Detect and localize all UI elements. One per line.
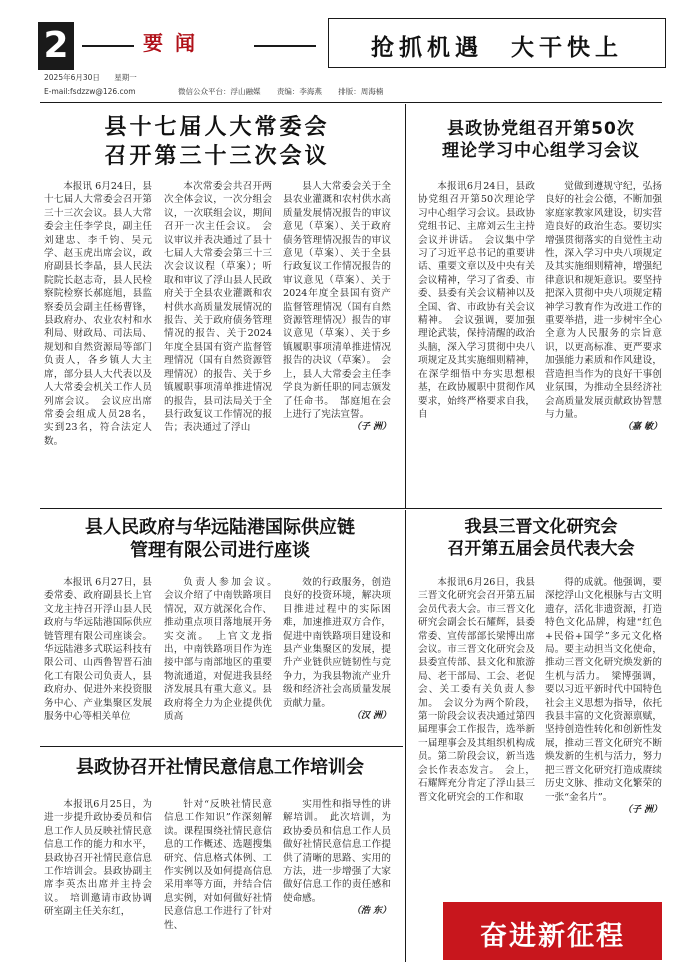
article-1-title-line2: 召开第三十三次会议 xyxy=(104,143,330,169)
banner-text: 奋进新征程 xyxy=(480,921,625,952)
article-5-col3: 实用性和指导性的讲解培训。 此次培训，为政协委员和信息工作人员做好社情民意信息工作提供了清晰的思路、实用的方法，进一步增强了大家做好信息工作的责任感和使命感。 （浩 东） xyxy=(283,798,391,960)
column-divider-bottom xyxy=(405,510,406,962)
article-3-headline xyxy=(44,516,396,563)
article-5-col2: 针对“反映社情民意信息工作知识”作深刻解读。课程围绕社情民意信息的工作概述、选题搜集研究、信息格式体例、工作实例以及如何提高信息采用率等方面，并结合信息实例，对如何做好社情民意信息工作进行了针对性、 xyxy=(164,799,272,931)
article-2-headline xyxy=(418,118,664,162)
article-3-title-line1: 县人民政府与华远陆港国际供应链 xyxy=(85,517,355,538)
issue-date xyxy=(44,72,149,83)
section-rule-left xyxy=(82,45,134,47)
article-3-col2: 负责人参加会议。 会议介绍了中南铁路项目情况，双方就深化合作、推动重点项目落地展开务实交流。 上官文龙指出，中南铁路项目作为连接中部与南部地区的重要物流通道，对促进我县经济发展具有重大意义。县政府将全力为企业提供优质高 xyxy=(164,577,282,723)
article-4-title-line1: 我县三晋文化研究会 xyxy=(464,517,618,537)
issue-info xyxy=(44,86,397,97)
page-number: 2 xyxy=(38,22,74,70)
email: E-mail:fsdzzw@126.com xyxy=(44,87,136,96)
promo-banner xyxy=(443,902,662,960)
article-4-col2: 得的成就。他强调，要深挖浮山文化根脉与古文明遗存，活化非遗资源，打造特色文化品牌，构建“红色+民俗+国学”多元文化格局。要主动担当文化使命，推动三晋文化研究焕发新的生机与活力。 梁博强调，要以习近平新时代中国特色社会主义思想为指导，依托我县丰富的文化资源禀赋，坚持创造性转化和创新性发展，推动三晋文化研究不断焕发新的生机与活力，努力把三晋文化研究打造成赓续历史文脉、推动文化繁荣的一张“金名片”。 （子 洲） xyxy=(545,576,662,894)
article-1-col3: 县人大常委会关于全县农业灌溉和农村供水高质量发展情况报告的审议意见（草案）、关于政府债务管理情况报告的审议意见（草案）、关于全县行政复议工作情况报告的审议意见（草案）、关于2024年度全县国有资产监督管理情况（国有自然资源管理情况）报告的审议意见（草案）、关于乡镇履职事项清单推进情况报告的决议（草案）。 会上，县人大常委会主任李学良为新任职的同志颁发了任命书。 郜庭旭在会上进行了宪法宣誓。 （子 洲） xyxy=(283,180,391,502)
header-rule xyxy=(40,102,662,103)
column-divider-top xyxy=(405,104,406,509)
article-2-title-line1: 县政协党组召开第50次 xyxy=(447,119,635,139)
article-4-headline xyxy=(418,516,664,560)
article-4-col1: 本报讯6月26日，我县三晋文化研究会召开第五届会员代表大会。市三晋文化研究会副会长石耀辉，县委常委、宣传部部长梁博出席会议。市三晋文化研究会及县委宣传部、县文化和旅游局、老干部局、工会、老促会、关工委有关负责人参加。 会议分为两个阶段，第一阶段会议表决通过第四届理事会工作报告，选举新一届理事会及其组织机构成员。第二阶段会议，新当选会长作表态发言。 会上，石耀辉充分肯定了浮山县三晋文化研究会的工作和取 xyxy=(418,577,535,803)
section-rule-right xyxy=(254,45,316,47)
weekday: 星期一 xyxy=(114,73,137,82)
article-1-byline: （子 洲） xyxy=(351,422,391,433)
article-1-title-line1: 县十七届人大常委会 xyxy=(104,115,330,140)
article-1-col1: 本报讯 6月24日，县十七届人大常委会召开第三十三次会议。县人大常委会主任李学良，副主任刘建忠、李千钧、吴元学、赵玉虎出席会议，政府副县长李晶，县人民法院院长赵志奇，县人民检察院检察长郝庭旭，县监察委员会副主任杨曹锋，县政府办、农业农村和水利局、财政局、司法局、规划和自然资源局等部门负责人，各乡镇人大主席，部分县人大代表以及人大常委会机关工作人员列席会议。 会议应出席常委会组成人员28名，实到23名，符合法定人数。 xyxy=(44,181,152,447)
date: 2025年6月30日 xyxy=(44,73,100,82)
article-3-title-line2: 管理有限公司进行座谈 xyxy=(130,540,310,562)
article-1-col2: 本次常委会共召开两次全体会议，一次分组会议，一次联组会议，期间召开一次主任会议。 会议审议并表决通过了县十七届人大常委会第三十三次会议议程（草案）；听取和审议了浮山县人民政府关于全县农业灌溉和农村供水高质量发展情况的报告、关于政府债务管理情况的报告、关于2024年度全县国有资产监督管理情况（国有自然资源管理情况）的报告、关于乡镇履职事项清单推进情况的报告，县司法局关于全县行政复议工作情况的报告；表决通过了浮山 xyxy=(164,181,272,434)
row-divider-left xyxy=(40,746,403,747)
article-1-headline xyxy=(44,114,390,171)
slogan: 抢抓机遇 大干快上 xyxy=(371,35,623,61)
article-2-col2: 觉做到遵规守纪，弘扬良好的社会公德，不断加强家庭家教家风建设，切实营造良好的政治生态。要切实增强贯彻落实的自觉性主动性，深入学习中央八项规定及其实施细则精神，增强纪律意识和规矩意识。要坚持把深入贯彻中央八项规定精神学习教育作为改进工作的重要举措，进一步树牢全心全意为人民服务的宗旨意识，以更高标准、更严要求加强能力素质和作风建设，营造担当作为的良好干事创业氛围，为推动全县经济社会高质量发展贡献政协智慧与力量。 （嘉 敏） xyxy=(545,180,662,502)
article-2-col1: 本报讯6月24日，县政协党组召开第50次理论学习中心组学习会议。县政协党组书记、主席刘云生主持会议并讲话。 会议集中学习了习近平总书记的重要讲话、重要文章以及中央有关会议精神，学习了省委、市委、县委有关会议精神以及全国、省、市政协有关会议精神。 会议强调，要加强理论武装，保持清醒的政治头脑，深入学习贯彻中央八项规定及其实施细则精神，在深学细悟中夯实思想根基，在政协履职中贯彻作风要求，始终严格要求自我，自 xyxy=(418,181,535,420)
article-5-byline: （浩 东） xyxy=(351,906,391,917)
editor: 责编：李海燕 xyxy=(276,87,322,96)
wechat: 微信公众平台：浮山融媒 xyxy=(177,87,261,96)
masthead xyxy=(38,18,666,76)
article-4-byline: （子 洲） xyxy=(622,804,662,815)
article-3-col3: 效的行政服务，创造良好的投资环境，解决项目推进过程中的实际困难，加速推进双方合作，促进中南铁路项目建设和县产业集聚区的发展，提升产业链供应链韧性与竞争力，为我县物流产业升级和经济社会高质量发展贡献力量。 （汉 洲） xyxy=(283,576,391,740)
layout-credit: 排版：周海楠 xyxy=(338,87,384,96)
article-2-byline: （嘉 敏） xyxy=(622,422,662,433)
article-5-title: 县政协召开社情民意信息工作培训会 xyxy=(76,757,364,778)
article-3-byline: （汉 洲） xyxy=(351,711,391,722)
article-3-col1: 本报讯 6月27日，县委常委、政府副县长上官文龙主持召开浮山县人民政府与华远陆港国际供应链管理有限公司座谈会。华远陆港多式联运科技有限公司、山西鲁智晋石油化工有限公司负责人，县政府办、促进外来投资服务中心、产业集聚区发展服务中心等相关单位 xyxy=(44,577,152,723)
row-divider xyxy=(40,508,662,509)
slogan-box xyxy=(328,18,666,68)
article-5-headline xyxy=(44,756,396,779)
section-name: 要闻 xyxy=(143,31,207,55)
article-4-title-line2: 召开第五届会员代表大会 xyxy=(447,539,635,560)
article-5-col1: 本报讯6月25日，为进一步提升政协委员和信息工作人员反映社情民意信息工作的能力和水平，县政协召开社情民意信息工作培训会。县政协副主席李英杰出席并主持会议。 培训邀请市政协调研室副主任关东红， xyxy=(44,799,152,918)
article-2-title-line2: 理论学习中心组学习会议 xyxy=(442,141,640,162)
